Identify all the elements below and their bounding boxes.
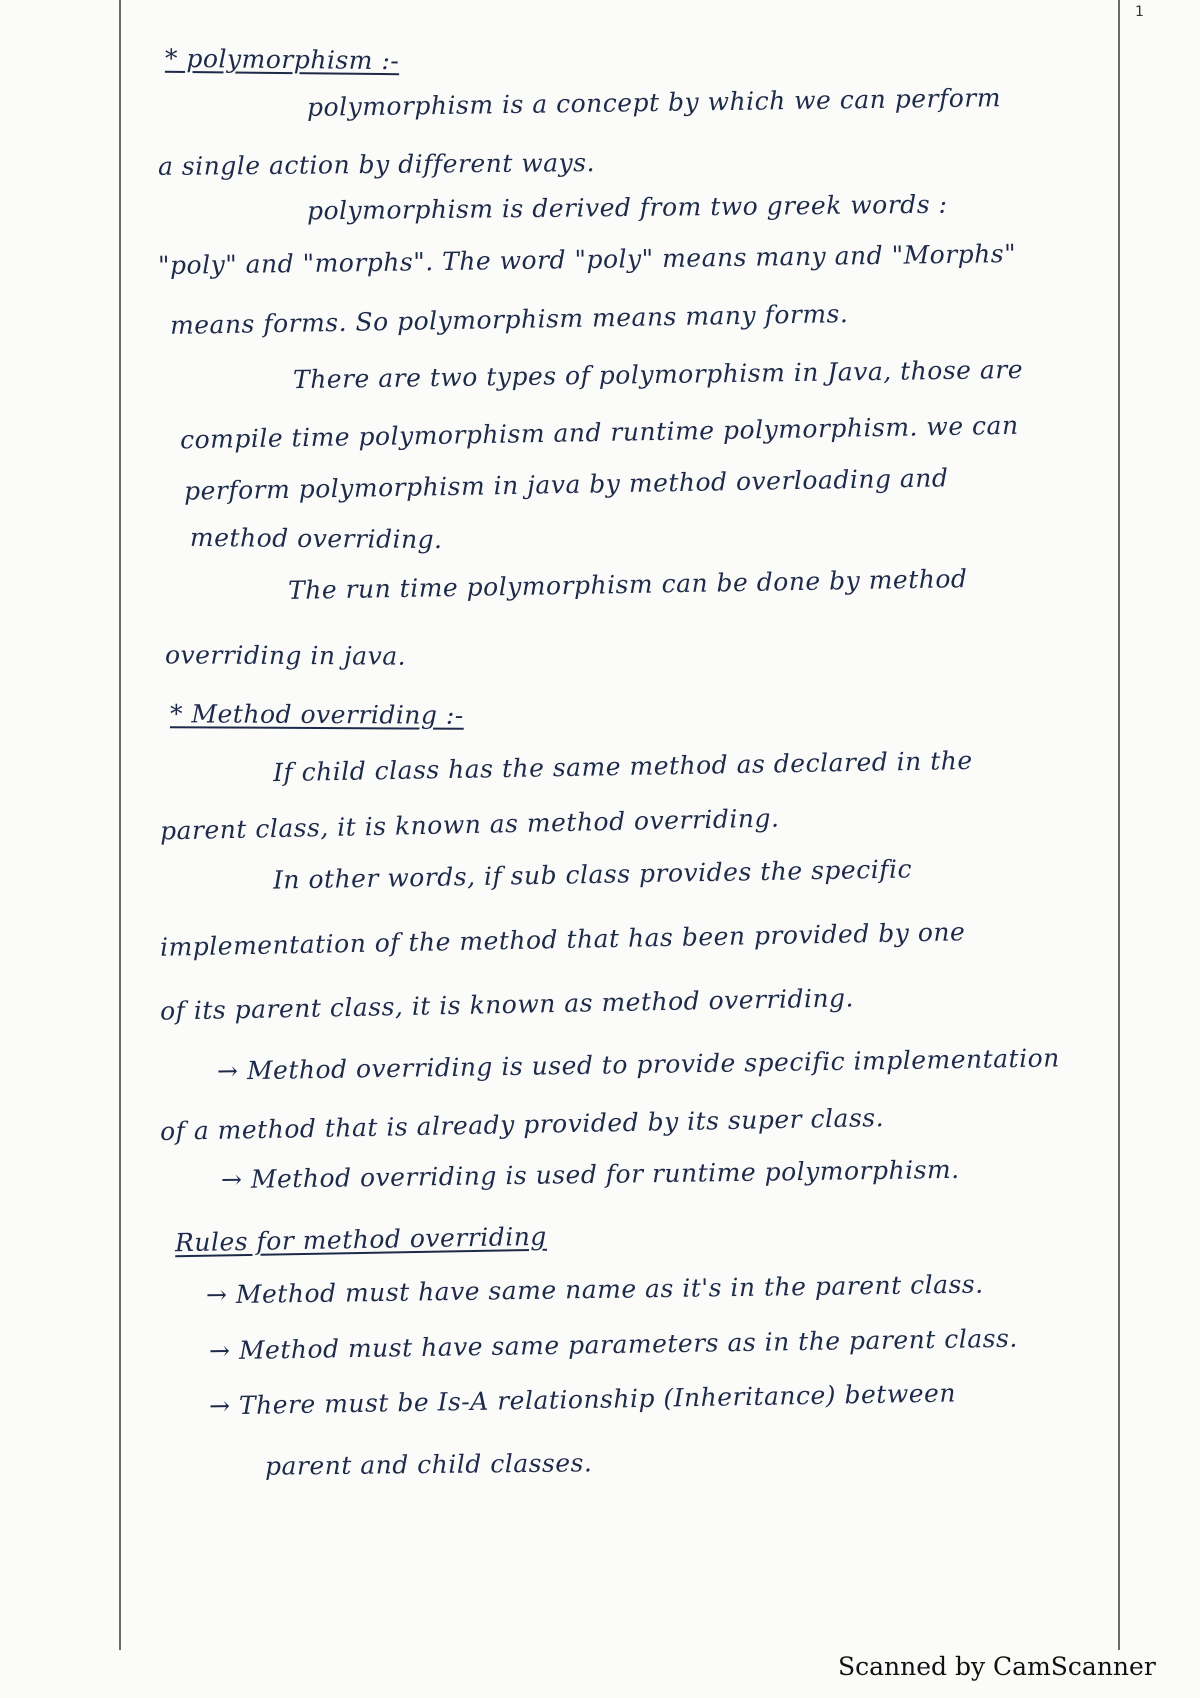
rule-item: → Method must have same parameters as in the parent class. xyxy=(208,1323,1018,1366)
text-line: There are two types of polymorphism in Java, those are xyxy=(292,354,1024,395)
text-line: overriding in java. xyxy=(164,640,407,671)
text-line: means forms. So polymorphism means many forms. xyxy=(169,299,849,340)
text-line: of a method that is already provided by its super class. xyxy=(159,1103,885,1146)
text-line: a single action by different ways. xyxy=(157,148,596,181)
text-line: The run time polymorphism can be done by method xyxy=(287,564,968,605)
text-line: → Method overriding is used to provide specific implementation xyxy=(216,1043,1060,1086)
text-line: → Method overriding is used for runtime polymorphism. xyxy=(220,1154,960,1195)
rule-item-continued: parent and child classes. xyxy=(264,1448,593,1481)
heading-method-overriding: * Method overriding :- xyxy=(169,699,464,730)
text-line: If child class has the same method as declared in the xyxy=(272,745,973,788)
right-margin-line xyxy=(1118,0,1120,1650)
text-line: of its parent class, it is known as method overriding. xyxy=(159,983,855,1026)
text-line: polymorphism is derived from two greek words : xyxy=(306,189,948,226)
heading-rules-for-method-overriding: Rules for method overriding xyxy=(174,1221,548,1258)
scanner-watermark: Scanned by CamScanner xyxy=(838,1652,1156,1681)
text-line: method overriding. xyxy=(189,522,443,555)
text-line: implementation of the method that has been provided by one xyxy=(159,917,966,962)
text-line: In other words, if sub class provides the specific xyxy=(272,854,913,895)
rule-item: → There must be Is-A relationship (Inheritance) between xyxy=(208,1378,957,1421)
rule-item: → Method must have same name as it's in the parent class. xyxy=(205,1269,984,1310)
text-line: "poly" and "morphs". The word "poly" means many and "Morphs" xyxy=(157,239,1017,280)
text-line: polymorphism is a concept by which we can perform xyxy=(306,83,1002,122)
heading-polymorphism: * polymorphism :- xyxy=(164,43,400,76)
page-number: 1 xyxy=(1135,4,1144,20)
text-line: perform polymorphism in java by method overloading and xyxy=(183,463,949,506)
text-line: compile time polymorphism and runtime polymorphism. we can xyxy=(179,410,1019,455)
text-line: parent class, it is known as method overriding. xyxy=(159,803,780,846)
left-margin-line xyxy=(119,0,121,1650)
